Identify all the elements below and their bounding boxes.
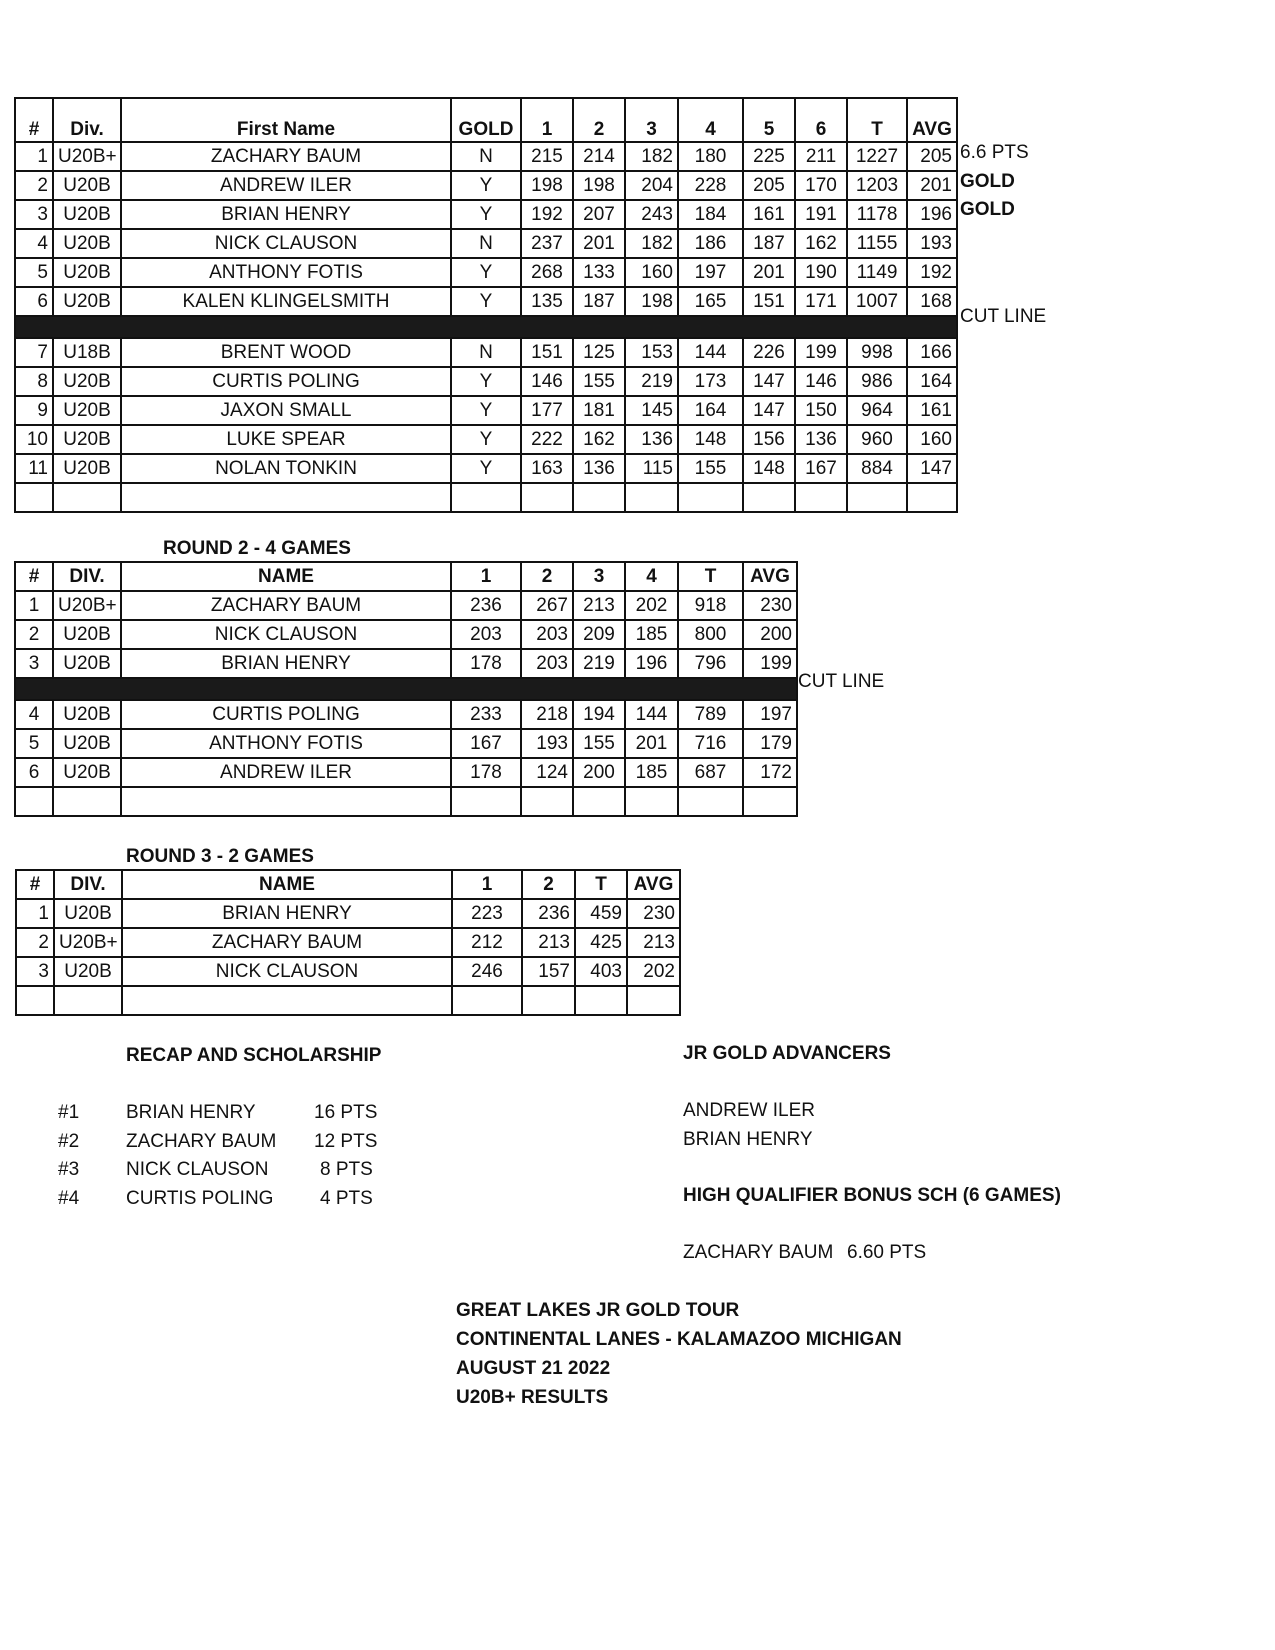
- col-header: #: [15, 562, 53, 591]
- table-cell: 153: [625, 338, 678, 367]
- table-cell: U20B: [53, 258, 121, 287]
- recap-name: NICK CLAUSON: [126, 1159, 269, 1180]
- table-cell: 459: [575, 899, 627, 928]
- table-cell: 147: [907, 454, 957, 483]
- table-cell: 200: [573, 758, 625, 787]
- table-cell: 3: [16, 957, 54, 986]
- table-row: [15, 258, 957, 287]
- col-header: 3: [625, 98, 678, 142]
- footer-date: AUGUST 21 2022: [456, 1358, 611, 1379]
- recap-rank: #2: [58, 1130, 80, 1152]
- table-cell: U20B: [53, 287, 121, 316]
- table-cell: 198: [625, 287, 678, 316]
- col-header: NAME: [121, 562, 451, 591]
- table-cell: U18B: [53, 338, 121, 367]
- table-cell: 168: [907, 287, 957, 316]
- recap-pts: 16 PTS: [314, 1102, 378, 1123]
- table-cell: 178: [451, 758, 521, 787]
- table-cell: 8: [15, 367, 53, 396]
- table-cell: 145: [625, 396, 678, 425]
- table-row: [15, 700, 797, 729]
- col-header: GOLD: [451, 98, 521, 142]
- table-cell: 180: [678, 142, 743, 171]
- table-cell: 185: [625, 758, 678, 787]
- col-header: AVG: [907, 98, 957, 142]
- table-row: [15, 142, 957, 171]
- table-row: [15, 425, 957, 454]
- table-cell: 182: [625, 142, 678, 171]
- table-cell: CURTIS POLING: [121, 700, 451, 729]
- table-row: [15, 729, 797, 758]
- table-cell: 192: [907, 258, 957, 287]
- table-cell: 147: [743, 367, 795, 396]
- empty-row: [15, 787, 797, 816]
- table-cell: 167: [451, 729, 521, 758]
- recap-rank: #4: [58, 1187, 80, 1209]
- table-cell: 9: [15, 396, 53, 425]
- col-header: 1: [521, 98, 573, 142]
- table-cell: 205: [743, 171, 795, 200]
- table-row: [15, 287, 957, 316]
- col-header: 2: [521, 562, 573, 591]
- round3-table: [15, 869, 681, 1016]
- table-cell: ZACHARY BAUM: [121, 142, 451, 171]
- table-cell: 201: [625, 729, 678, 758]
- table-cell: 203: [451, 620, 521, 649]
- table-cell: 170: [795, 171, 847, 200]
- table-cell: 147: [743, 396, 795, 425]
- recap-name: CURTIS POLING: [126, 1187, 274, 1209]
- table-cell: 171: [795, 287, 847, 316]
- table-cell: 214: [573, 142, 625, 171]
- table-cell: ZACHARY BAUM: [121, 591, 451, 620]
- table-cell: 202: [625, 591, 678, 620]
- table-cell: 187: [573, 287, 625, 316]
- col-header: 5: [743, 98, 795, 142]
- table-cell: 156: [743, 425, 795, 454]
- table-row: [15, 200, 957, 229]
- table-cell: 148: [678, 425, 743, 454]
- table-cell: 236: [451, 591, 521, 620]
- bonus-name: ZACHARY BAUM: [683, 1242, 834, 1263]
- table-cell: 186: [678, 229, 743, 258]
- table-cell: 161: [907, 396, 957, 425]
- col-header: NAME: [122, 870, 452, 899]
- table-cell: 1227: [847, 142, 907, 171]
- table-cell: 5: [15, 258, 53, 287]
- table-cell: NICK CLAUSON: [121, 620, 451, 649]
- table-cell: 115: [625, 454, 678, 483]
- table-cell: 960: [847, 425, 907, 454]
- table-cell: 230: [627, 899, 680, 928]
- table-cell: 4: [15, 229, 53, 258]
- footer-tour: GREAT LAKES JR GOLD TOUR: [456, 1300, 740, 1321]
- table-cell: 125: [573, 338, 625, 367]
- table-cell: U20B: [53, 454, 121, 483]
- table-cell: 268: [521, 258, 573, 287]
- table-cell: 228: [678, 171, 743, 200]
- table-cell: 182: [625, 229, 678, 258]
- table-cell: 796: [678, 649, 743, 678]
- table-cell: Y: [451, 171, 521, 200]
- table-cell: U20B: [54, 957, 122, 986]
- round3-header-row: [16, 870, 680, 899]
- footer-results: U20B+ RESULTS: [456, 1387, 609, 1408]
- table-cell: BRIAN HENRY: [121, 200, 451, 229]
- table-row: [15, 171, 957, 200]
- table-cell: 211: [795, 142, 847, 171]
- table-cell: 181: [573, 396, 625, 425]
- empty-row: [15, 483, 957, 512]
- recap-pts: 12 PTS: [314, 1130, 378, 1152]
- table-cell: U20B: [53, 425, 121, 454]
- table-cell: 215: [521, 142, 573, 171]
- table-cell: 205: [907, 142, 957, 171]
- table-cell: 165: [678, 287, 743, 316]
- table-cell: 236: [522, 899, 575, 928]
- recap-title: RECAP AND SCHOLARSHIP: [126, 1045, 382, 1066]
- table-cell: 191: [795, 200, 847, 229]
- table-cell: 199: [743, 649, 797, 678]
- advancers-title: JR GOLD ADVANCERS: [683, 1043, 891, 1064]
- table-cell: 218: [521, 700, 573, 729]
- table-cell: 10: [15, 425, 53, 454]
- table-cell: 1149: [847, 258, 907, 287]
- table-cell: 203: [521, 649, 573, 678]
- table-cell: 173: [678, 367, 743, 396]
- table-cell: 7: [15, 338, 53, 367]
- table-cell: 155: [573, 367, 625, 396]
- bonus-points: 6.60 PTS: [847, 1242, 927, 1263]
- table-cell: 403: [575, 957, 627, 986]
- table-cell: 1203: [847, 171, 907, 200]
- table-cell: ANDREW ILER: [121, 758, 451, 787]
- table-cell: 155: [678, 454, 743, 483]
- table-cell: 163: [521, 454, 573, 483]
- recap-name: ZACHARY BAUM: [126, 1130, 277, 1152]
- table-cell: CURTIS POLING: [121, 367, 451, 396]
- round1-table: [14, 97, 958, 513]
- table-cell: 6: [15, 758, 53, 787]
- table-cell: BRIAN HENRY: [122, 899, 452, 928]
- table-cell: 198: [573, 171, 625, 200]
- table-cell: 166: [907, 338, 957, 367]
- table-cell: N: [451, 142, 521, 171]
- table-cell: 11: [15, 454, 53, 483]
- table-cell: 162: [573, 425, 625, 454]
- table-cell: ANTHONY FOTIS: [121, 729, 451, 758]
- table-cell: 1: [15, 591, 53, 620]
- col-header: 4: [625, 562, 678, 591]
- table-cell: 201: [907, 171, 957, 200]
- table-cell: 136: [795, 425, 847, 454]
- col-header: First Name: [121, 98, 451, 142]
- table-cell: 219: [625, 367, 678, 396]
- table-cell: 162: [795, 229, 847, 258]
- gold-note: GOLD: [960, 199, 1015, 220]
- recap-pts: 8 PTS: [320, 1159, 373, 1180]
- table-cell: 157: [522, 957, 575, 986]
- table-cell: 133: [573, 258, 625, 287]
- round3-title: ROUND 3 - 2 GAMES: [126, 846, 314, 867]
- table-cell: 196: [907, 200, 957, 229]
- table-cell: 918: [678, 591, 743, 620]
- table-cell: 136: [625, 425, 678, 454]
- table-cell: 204: [625, 171, 678, 200]
- table-cell: U20B+: [53, 591, 121, 620]
- table-cell: 2: [15, 171, 53, 200]
- table-cell: N: [451, 229, 521, 258]
- table-cell: Y: [451, 258, 521, 287]
- table-row: [16, 957, 680, 986]
- round2-title: ROUND 2 - 4 GAMES: [163, 538, 351, 559]
- table-cell: 148: [743, 454, 795, 483]
- recap-pts: 4 PTS: [320, 1187, 373, 1209]
- table-row: [16, 928, 680, 957]
- table-cell: 3: [15, 200, 53, 229]
- table-cell: NICK CLAUSON: [121, 229, 451, 258]
- col-header: 1: [452, 870, 522, 899]
- table-row: [15, 620, 797, 649]
- table-cell: 219: [573, 649, 625, 678]
- table-cell: 2: [16, 928, 54, 957]
- recap-rank: #3: [58, 1159, 80, 1180]
- col-header: T: [678, 562, 743, 591]
- table-cell: 196: [625, 649, 678, 678]
- table-cell: U20B: [53, 729, 121, 758]
- round2-header-row: [15, 562, 797, 591]
- table-row: [15, 591, 797, 620]
- table-row: [15, 454, 957, 483]
- recap-name: BRIAN HENRY: [126, 1102, 256, 1123]
- cut-line-label: CUT LINE: [960, 306, 1047, 327]
- table-cell: 179: [743, 729, 797, 758]
- table-cell: 3: [15, 649, 53, 678]
- table-cell: 243: [625, 200, 678, 229]
- table-cell: 207: [573, 200, 625, 229]
- table-cell: U20B: [53, 367, 121, 396]
- table-cell: U20B: [53, 620, 121, 649]
- col-header: 3: [573, 562, 625, 591]
- table-cell: U20B: [53, 396, 121, 425]
- table-cell: 146: [795, 367, 847, 396]
- table-cell: Y: [451, 287, 521, 316]
- table-cell: 1: [16, 899, 54, 928]
- table-cell: 222: [521, 425, 573, 454]
- table-cell: 200: [743, 620, 797, 649]
- table-cell: 800: [678, 620, 743, 649]
- table-cell: BRENT WOOD: [121, 338, 451, 367]
- table-cell: 213: [627, 928, 680, 957]
- table-cell: 184: [678, 200, 743, 229]
- table-cell: 884: [847, 454, 907, 483]
- table-cell: NOLAN TONKIN: [121, 454, 451, 483]
- col-header: DIV.: [54, 870, 122, 899]
- cut-line-bar: [15, 316, 957, 338]
- table-cell: 151: [743, 287, 795, 316]
- table-row: [15, 229, 957, 258]
- col-header: 6: [795, 98, 847, 142]
- table-cell: LUKE SPEAR: [121, 425, 451, 454]
- table-cell: 2: [15, 620, 53, 649]
- table-cell: 177: [521, 396, 573, 425]
- table-cell: 160: [907, 425, 957, 454]
- table-row: [15, 396, 957, 425]
- table-cell: 201: [573, 229, 625, 258]
- table-cell: 998: [847, 338, 907, 367]
- table-cell: 124: [521, 758, 573, 787]
- col-header: T: [575, 870, 627, 899]
- table-cell: 193: [521, 729, 573, 758]
- table-cell: 187: [743, 229, 795, 258]
- table-cell: 194: [573, 700, 625, 729]
- table-cell: 203: [521, 620, 573, 649]
- table-cell: 150: [795, 396, 847, 425]
- table-cell: 267: [521, 591, 573, 620]
- table-cell: 687: [678, 758, 743, 787]
- footer-venue: CONTINENTAL LANES - KALAMAZOO MICHIGAN: [456, 1329, 902, 1350]
- col-header: 4: [678, 98, 743, 142]
- table-cell: 197: [743, 700, 797, 729]
- table-row: [15, 758, 797, 787]
- table-cell: BRIAN HENRY: [121, 649, 451, 678]
- col-header: #: [16, 870, 54, 899]
- table-cell: 199: [795, 338, 847, 367]
- table-cell: 144: [625, 700, 678, 729]
- table-cell: Y: [451, 367, 521, 396]
- table-cell: 716: [678, 729, 743, 758]
- gold-note: GOLD: [960, 171, 1015, 192]
- table-cell: U20B: [53, 758, 121, 787]
- table-cell: 185: [625, 620, 678, 649]
- table-cell: Y: [451, 425, 521, 454]
- bonus-title: HIGH QUALIFIER BONUS SCH (6 GAMES): [683, 1185, 1061, 1206]
- table-cell: 789: [678, 700, 743, 729]
- table-cell: 155: [573, 729, 625, 758]
- table-cell: 167: [795, 454, 847, 483]
- round2-table: [14, 561, 798, 817]
- table-cell: Y: [451, 454, 521, 483]
- table-cell: U20B: [53, 649, 121, 678]
- table-cell: U20B: [53, 200, 121, 229]
- table-cell: ANTHONY FOTIS: [121, 258, 451, 287]
- table-cell: U20B: [53, 700, 121, 729]
- table-cell: 4: [15, 700, 53, 729]
- table-cell: JAXON SMALL: [121, 396, 451, 425]
- col-header: T: [847, 98, 907, 142]
- table-cell: 986: [847, 367, 907, 396]
- table-cell: 172: [743, 758, 797, 787]
- table-row: [16, 899, 680, 928]
- table-cell: 964: [847, 396, 907, 425]
- table-cell: U20B: [54, 899, 122, 928]
- col-header: AVG: [743, 562, 797, 591]
- table-cell: ZACHARY BAUM: [122, 928, 452, 957]
- table-cell: 209: [573, 620, 625, 649]
- table-cell: Y: [451, 200, 521, 229]
- table-cell: 1007: [847, 287, 907, 316]
- col-header: #: [15, 98, 53, 142]
- table-cell: 5: [15, 729, 53, 758]
- table-cell: 1: [15, 142, 53, 171]
- table-cell: U20B+: [54, 928, 122, 957]
- advancer-name: ANDREW ILER: [683, 1100, 815, 1121]
- table-cell: 161: [743, 200, 795, 229]
- table-cell: 146: [521, 367, 573, 396]
- table-cell: 1178: [847, 200, 907, 229]
- table-cell: 193: [907, 229, 957, 258]
- table-cell: 226: [743, 338, 795, 367]
- col-header: 1: [451, 562, 521, 591]
- table-cell: 212: [452, 928, 522, 957]
- table-cell: 425: [575, 928, 627, 957]
- table-cell: 233: [451, 700, 521, 729]
- advancer-name: BRIAN HENRY: [683, 1129, 813, 1150]
- col-header: 2: [522, 870, 575, 899]
- table-cell: 151: [521, 338, 573, 367]
- round1-header-row: [15, 98, 957, 142]
- table-cell: 135: [521, 287, 573, 316]
- col-header: 2: [573, 98, 625, 142]
- table-cell: 223: [452, 899, 522, 928]
- table-cell: 213: [522, 928, 575, 957]
- table-cell: 1155: [847, 229, 907, 258]
- table-cell: 197: [678, 258, 743, 287]
- recap-rank: #1: [58, 1102, 80, 1123]
- table-cell: Y: [451, 396, 521, 425]
- table-cell: 144: [678, 338, 743, 367]
- cut-line-label: CUT LINE: [798, 671, 885, 692]
- table-cell: 246: [452, 957, 522, 986]
- col-header: DIV.: [53, 562, 121, 591]
- table-cell: 178: [451, 649, 521, 678]
- empty-row: [16, 986, 680, 1015]
- table-cell: 237: [521, 229, 573, 258]
- table-cell: 230: [743, 591, 797, 620]
- table-cell: 201: [743, 258, 795, 287]
- table-row: [15, 367, 957, 396]
- table-cell: 213: [573, 591, 625, 620]
- table-row: [15, 338, 957, 367]
- table-cell: ANDREW ILER: [121, 171, 451, 200]
- table-cell: 164: [678, 396, 743, 425]
- cut-line-bar: [15, 678, 797, 700]
- table-cell: NICK CLAUSON: [122, 957, 452, 986]
- table-cell: U20B+: [53, 142, 121, 171]
- table-cell: 225: [743, 142, 795, 171]
- table-cell: 202: [627, 957, 680, 986]
- col-header: AVG: [627, 870, 680, 899]
- table-cell: 136: [573, 454, 625, 483]
- table-cell: 6: [15, 287, 53, 316]
- table-cell: 190: [795, 258, 847, 287]
- table-cell: KALEN KLINGELSMITH: [121, 287, 451, 316]
- col-header: Div.: [53, 98, 121, 142]
- table-cell: N: [451, 338, 521, 367]
- table-row: [15, 649, 797, 678]
- table-cell: 160: [625, 258, 678, 287]
- table-cell: 198: [521, 171, 573, 200]
- table-cell: 192: [521, 200, 573, 229]
- table-cell: U20B: [53, 229, 121, 258]
- points-note: 6.6 PTS: [960, 142, 1029, 163]
- table-cell: U20B: [53, 171, 121, 200]
- table-cell: 164: [907, 367, 957, 396]
